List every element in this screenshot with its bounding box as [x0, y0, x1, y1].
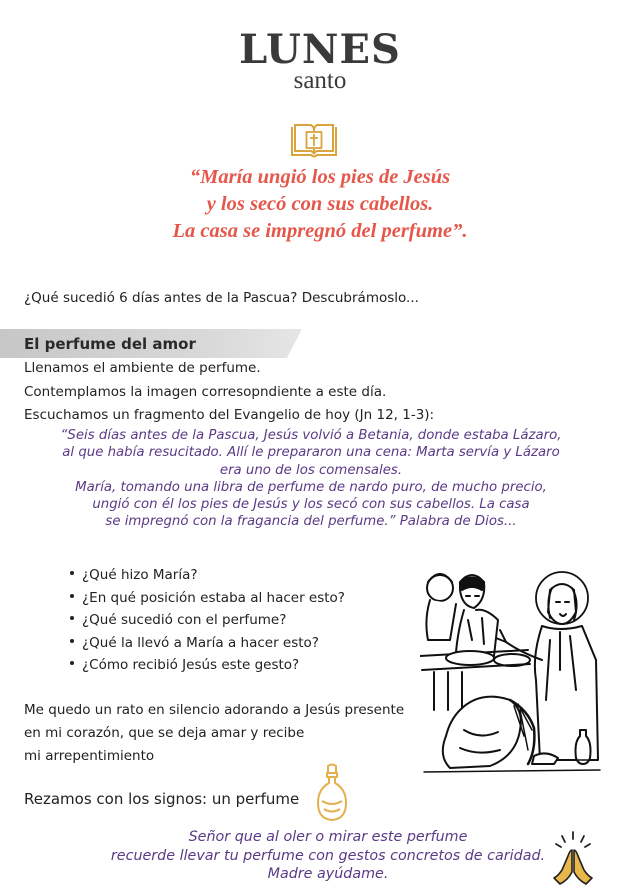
gospel-line: María, tomando una libra de perfume de nardo puro, de mucho precio, [75, 479, 547, 495]
instruction-text: Contemplamos la imagen corresopndiente a este día. [24, 384, 387, 400]
gospel-passage [0, 427, 622, 531]
section-heading: El perfume del amor [24, 335, 196, 353]
quote-line: y los secó con sus cabellos. [206, 193, 434, 215]
prayer-line: Señor que al oler o mirar este perfume [188, 829, 468, 845]
instruction-text: Llenamos el ambiente de perfume. [24, 360, 261, 376]
bullet-icon [70, 661, 74, 665]
gospel-line: al que había resucitado. Allí le prepararon una cena: Marta servía y Lázaro [62, 445, 560, 461]
reflection-text [24, 699, 404, 768]
prayer-line: recuerde llevar tu perfume con gestos concretos de caridad. [110, 847, 546, 864]
main-quote [0, 164, 640, 245]
list-item: ¿Qué la llevó a María a hacer esto? [70, 632, 345, 655]
reflection-line: en mi corazón, que se deja amar y recibe [24, 725, 305, 741]
closing-prayer [0, 828, 640, 884]
anointing-at-bethany-illustration [420, 560, 604, 782]
gospel-line: se impregnó con la fragancia del perfume.” Palabra de Dios... [105, 514, 517, 530]
gospel-line: era uno de los comensales. [219, 462, 403, 478]
quote-line: La casa se impregnó del perfume”. [172, 220, 468, 242]
question-list [70, 564, 345, 677]
perfume-bottle-icon [316, 763, 348, 823]
page-title: LUNES [239, 26, 401, 73]
gospel-line: ungió con él los pies de Jesús y los secó con sus cabellos. La casa [92, 497, 530, 513]
list-item: ¿Cómo recibió Jesús este gesto? [70, 654, 345, 677]
reflection-line: mi arrepentimiento [24, 748, 155, 764]
open-bible-icon [289, 122, 339, 160]
list-item: ¿Qué hizo María? [70, 564, 345, 587]
bullet-icon [70, 639, 74, 643]
list-item: ¿Qué sucedió con el perfume? [70, 609, 345, 632]
intro-question: ¿Qué sucedió 6 días antes de la Pascua? Descubrámoslo... [24, 290, 419, 306]
page-subtitle: santo [293, 67, 347, 94]
signs-heading: Rezamos con los signos: un perfume [24, 790, 300, 808]
bullet-icon [70, 616, 74, 620]
quote-line: “María ungió los pies de Jesús [189, 166, 451, 188]
prayer-line: Madre ayúdame. [267, 866, 389, 882]
bullet-icon [70, 594, 74, 598]
bullet-icon [70, 571, 74, 575]
instruction-text: Escuchamos un fragmento del Evangelio de hoy (Jn 12, 1-3): [24, 407, 435, 423]
praying-hands-icon [552, 830, 594, 886]
list-item: ¿En qué posición estaba al hacer esto? [70, 587, 345, 610]
reflection-line: Me quedo un rato en silencio adorando a Jesús presente [24, 702, 405, 718]
gospel-line: “Seis días antes de la Pascua, Jesús volvió a Betania, donde estaba Lázaro, [60, 428, 562, 443]
